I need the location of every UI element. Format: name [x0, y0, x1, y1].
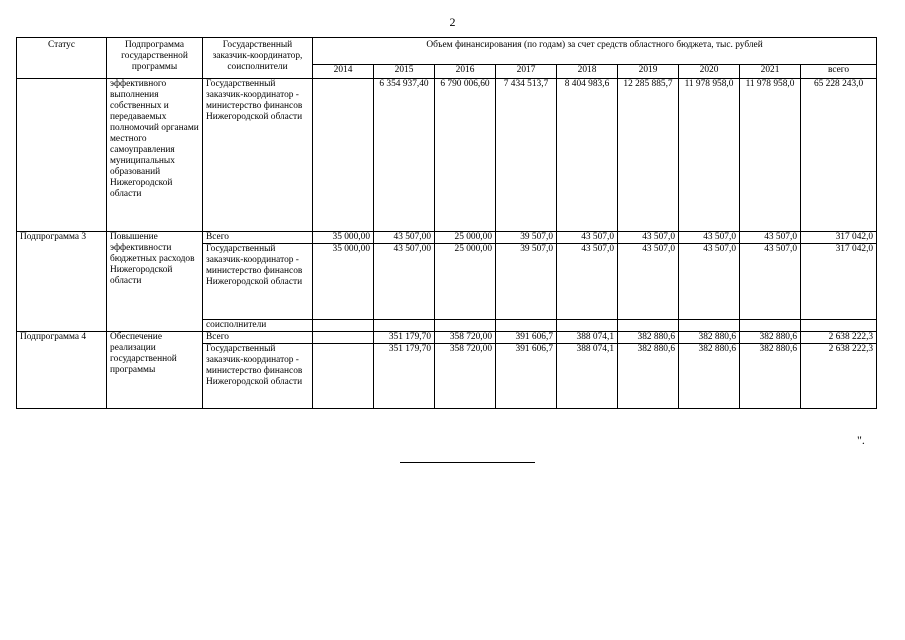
value-cell [557, 320, 618, 332]
value-cell: 39 507,0 [496, 244, 557, 320]
value-cell [313, 332, 374, 344]
subprogram-cell: эффективного выполнения собственных и передаваемых полномочий органами местного самоуправления муниципальных образований Нижегородской области [107, 79, 203, 232]
header-total: всего [801, 64, 877, 78]
customer-cell: Государственный заказчик-координатор - министерство финансов Нижегородской области [203, 244, 313, 320]
table-row [17, 232, 877, 244]
value-cell: 11 978 958,0 [740, 79, 801, 232]
value-cell: 382 880,6 [679, 332, 740, 344]
total-cell: 65 228 243,0 [801, 79, 877, 232]
value-cell: 43 507,0 [618, 244, 679, 320]
customer-cell: Всего [203, 232, 313, 244]
value-cell: 391 606,7 [496, 332, 557, 344]
value-cell: 43 507,0 [557, 232, 618, 244]
value-cell: 358 720,00 [435, 332, 496, 344]
header-year: 2014 [313, 64, 374, 78]
header-customer: Государственный заказчик-координатор, соисполнители [203, 38, 313, 79]
value-cell: 43 507,0 [618, 232, 679, 244]
total-cell [801, 320, 877, 332]
value-cell: 382 880,6 [618, 344, 679, 409]
status-cell: Подпрограмма 4 [17, 332, 107, 409]
customer-cell: Всего [203, 332, 313, 344]
status-cell: Подпрограмма 3 [17, 232, 107, 332]
value-cell: 351 179,70 [374, 332, 435, 344]
value-cell: 391 606,7 [496, 344, 557, 409]
value-cell: 25 000,00 [435, 232, 496, 244]
header-year: 2017 [496, 64, 557, 78]
value-cell: 7 434 513,7 [496, 79, 557, 232]
value-cell: 43 507,0 [557, 244, 618, 320]
customer-cell: Государственный заказчик-координатор - министерство финансов Нижегородской области [203, 344, 313, 409]
value-cell: 6 790 006,60 [435, 79, 496, 232]
header-year: 2020 [679, 64, 740, 78]
value-cell: 43 507,00 [374, 244, 435, 320]
header-funding: Объем финансирования (по годам) за счет средств областного бюджета, тыс. рублей [313, 38, 877, 65]
value-cell [435, 320, 496, 332]
value-cell [679, 320, 740, 332]
value-cell [313, 79, 374, 232]
header-year: 2016 [435, 64, 496, 78]
value-cell: 382 880,6 [679, 344, 740, 409]
closing-quote: ". [857, 433, 865, 447]
header-year: 2019 [618, 64, 679, 78]
value-cell: 388 074,1 [557, 344, 618, 409]
subprogram-cell: Обеспечение реализации государственной программы [107, 332, 203, 409]
value-cell [313, 344, 374, 409]
value-cell: 6 354 937,40 [374, 79, 435, 232]
value-cell: 382 880,6 [740, 332, 801, 344]
value-cell: 43 507,0 [679, 232, 740, 244]
total-cell: 317 042,0 [801, 232, 877, 244]
value-cell: 11 978 958,0 [679, 79, 740, 232]
value-cell: 8 404 983,6 [557, 79, 618, 232]
value-cell: 35 000,00 [313, 244, 374, 320]
value-cell: 382 880,6 [740, 344, 801, 409]
value-cell: 43 507,0 [740, 244, 801, 320]
total-cell: 2 638 222,3 [801, 344, 877, 409]
header-year: 2018 [557, 64, 618, 78]
value-cell: 43 507,0 [740, 232, 801, 244]
value-cell [740, 320, 801, 332]
table-row [17, 332, 877, 344]
value-cell: 43 507,0 [679, 244, 740, 320]
customer-cell: Государственный заказчик-координатор - министерство финансов Нижегородской области [203, 79, 313, 232]
value-cell: 39 507,0 [496, 232, 557, 244]
value-cell: 351 179,70 [374, 344, 435, 409]
total-cell: 2 638 222,3 [801, 332, 877, 344]
value-cell: 35 000,00 [313, 232, 374, 244]
header-year: 2021 [740, 64, 801, 78]
value-cell [618, 320, 679, 332]
header-status: Статус [17, 38, 107, 79]
separator-line [400, 462, 535, 463]
value-cell: 388 074,1 [557, 332, 618, 344]
value-cell [374, 320, 435, 332]
value-cell: 25 000,00 [435, 244, 496, 320]
page-number: 2 [449, 15, 456, 29]
value-cell: 43 507,00 [374, 232, 435, 244]
value-cell: 358 720,00 [435, 344, 496, 409]
subprogram-cell: Повышение эффективности бюджетных расходов Нижегородской области [107, 232, 203, 332]
value-cell: 382 880,6 [618, 332, 679, 344]
customer-cell: соисполнители [203, 320, 313, 332]
value-cell [313, 320, 374, 332]
total-cell: 317 042,0 [801, 244, 877, 320]
header-subprogram: Подпрограмма государственной программы [107, 38, 203, 79]
financing-table [16, 37, 877, 409]
table-row [17, 79, 877, 232]
status-cell [17, 79, 107, 232]
header-year: 2015 [374, 64, 435, 78]
value-cell: 12 285 885,7 [618, 79, 679, 232]
value-cell [496, 320, 557, 332]
